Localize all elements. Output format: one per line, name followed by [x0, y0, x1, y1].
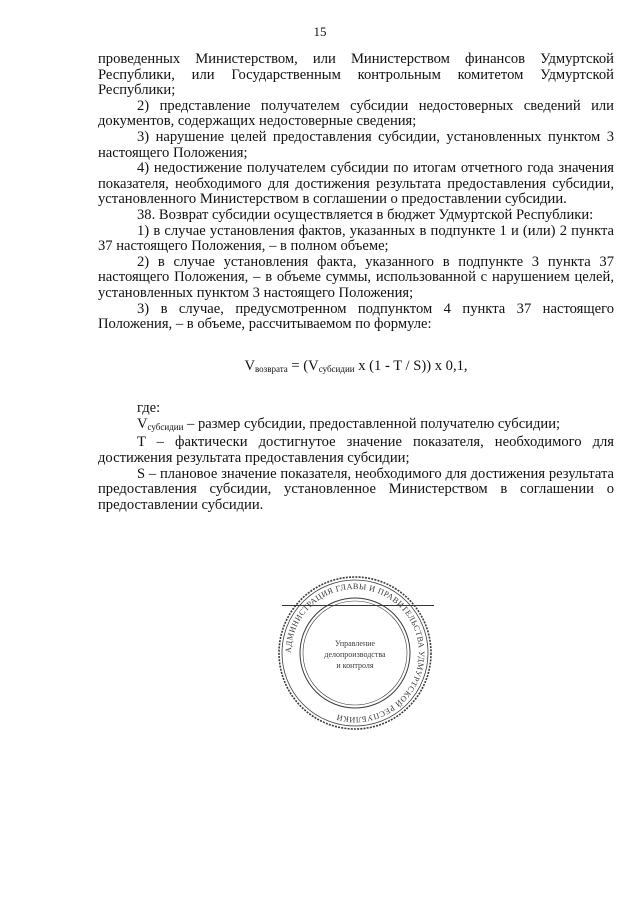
paragraph: 4) недостижение получателем субсидии по итогам отчетного года значения показателя, необходимого для достижения результата предоставления субсидии, установленного Министерством в соглашении о предоставлении субсидии. [98, 160, 614, 208]
paragraph: проведенных Министерством, или Министерством финансов Удмуртской Республики, или Государственным контрольным комитетом Удмуртской Республики; [98, 51, 614, 99]
paragraph: 38. Возврат субсидии осуществляется в бюджет Удмуртской Республики: [137, 206, 594, 223]
seal-text-line: делопроизводства [324, 650, 386, 659]
document-body [98, 52, 614, 513]
definition-t: T – фактически достигнутое значение показателя, необходимого для достижения результата предоставления субсидии; [98, 434, 614, 467]
paragraph: 2) в случае установления факта, указанного в подпункте 3 пункта 37 настоящего Положения, – в объеме суммы, использованной с нарушением целей, установленных пунктом 3 настоящего Положения; [98, 253, 614, 301]
seal-text-line: и контроля [336, 661, 374, 670]
where-label: где: [137, 400, 161, 417]
seal-ring-text: АДМИНИСТРАЦИЯ ГЛАВЫ И ПРАВИТЕЛЬСТВА УДМУРТСКОЙ РЕСПУБЛИКИ [283, 581, 427, 725]
official-seal [270, 568, 440, 738]
definition-s: S – плановое значение показателя, необходимого для достижения результата предоставления субсидии, установленное Министерством в соглашении о предоставлении субсидии. [98, 465, 614, 513]
paragraph: 1) в случае установления фактов, указанных в подпункте 1 и (или) 2 пункта 37 настоящего Положения, – в полном объеме; [98, 222, 614, 255]
seal-icon [270, 568, 440, 738]
definition-v: $V_{субсидии}$ – размер субсидии, предоставленной получателю субсидии; [137, 415, 561, 432]
paragraph: 3) в случае, предусмотренном подпунктом 4 пункта 37 настоящего Положения, – в объеме, рассчитываемом по формуле: [98, 300, 614, 333]
page-number: 15 [313, 24, 327, 39]
paragraph: 2) представление получателем субсидии недостоверных сведений или документов, содержащих недостоверные сведения; [98, 97, 614, 130]
formula: $V_{возврата} = (V_{субсидии}$ x (1 - T / S)) x 0,1, [244, 357, 468, 374]
seal-text-line: Управление [334, 639, 376, 648]
paragraph: 3) нарушение целей предоставления субсидии, установленных пунктом 3 настоящего Положения; [98, 128, 614, 161]
